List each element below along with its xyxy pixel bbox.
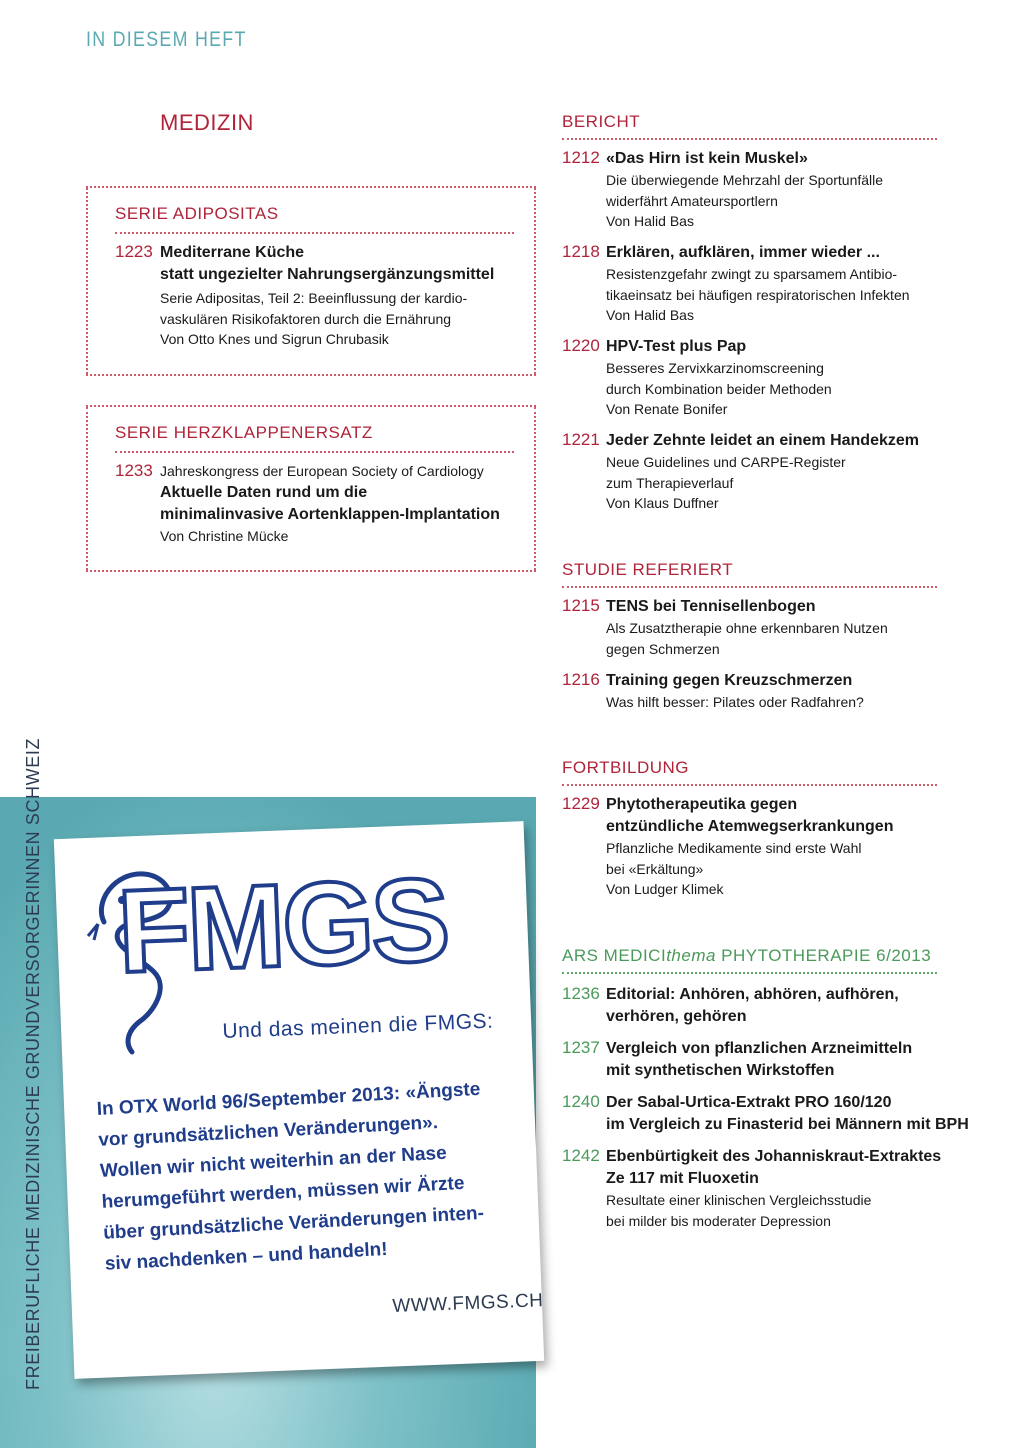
entry-author: Von Halid Bas (606, 213, 694, 229)
divider (562, 586, 937, 588)
entry-title: «Das Hirn ist kein Muskel» (606, 150, 808, 167)
divider (562, 972, 937, 974)
entry-desc: zum Therapieverlauf (606, 474, 734, 491)
entry-title: HPV-Test plus Pap (606, 338, 747, 355)
ad-quote-line: herumgeführt werden, müssen wir Ärzte (101, 1172, 465, 1213)
entry-title: statt ungezielter Nahrungsergänzungsmittel (160, 266, 495, 283)
page-number: 1221 (562, 430, 600, 449)
ad-vertical-text: FREIBERUFLICHE MEDIZINISCHE GRUNDVERSORGERINNEN SCHWEIZ (23, 737, 43, 1390)
section-title-ars-medici-thema (562, 946, 931, 966)
entry-desc: vaskulären Risikofaktoren durch die Ernährung (160, 310, 452, 327)
box-serie-herzklappenersatz (86, 405, 536, 572)
entry-title: verhören, gehören (606, 1008, 747, 1025)
section-title-part: thema (666, 946, 716, 965)
entry-desc: Als Zusatztherapie ohne erkennbaren Nutzen (606, 620, 888, 636)
entry-author: Von Otto Knes und Sigrun Chrubasik (160, 331, 389, 347)
page-number: 1216 (562, 670, 600, 689)
entry-desc: bei milder bis moderater Depression (606, 1212, 831, 1229)
entry-desc: tikaeinsatz bei häufigen respiratorischen Infekten (606, 286, 910, 303)
entry-title: im Vergleich zu Finasterid bei Männern mit BPH (606, 1116, 969, 1133)
ad-quote-line: In OTX World 96/September 2013: «Ängste (96, 1078, 481, 1120)
entry-desc: Besseres Zervixkarzinomscreening (606, 360, 824, 376)
entry-desc: gegen Schmerzen (606, 640, 720, 657)
page-number: 1229 (562, 794, 600, 813)
page-number: 1233 (115, 461, 153, 480)
page-number: 1223 (115, 242, 153, 261)
entry-title: Training gegen Kreuzschmerzen (606, 672, 853, 689)
entry-title: TENS bei Tennisellenbogen (606, 598, 816, 615)
entry-title: Ze 117 mit Fluoxetin (606, 1170, 759, 1187)
section-title-part: PHYTOTHERAPIE 6/2013 (715, 946, 932, 965)
fmgs-logo: FMGS (115, 853, 450, 999)
ad-quote-line: Wollen wir nicht weiterhin an der Nase (99, 1142, 448, 1182)
entry-desc: Serie Adipositas, Teil 2: Beeinflussung der kardio- (160, 290, 468, 306)
page-number: 1237 (562, 1038, 600, 1057)
entry-intro: Jahreskongress der European Society of Cardiology (160, 463, 484, 479)
box-title: SERIE ADIPOSITAS (115, 204, 279, 223)
entry-desc: Die überwiegende Mehrzahl der Sportunfälle (606, 172, 884, 188)
entry-title: Editorial: Anhören, abhören, aufhören, (606, 986, 899, 1003)
ad-quote-line: über grundsätzliche Veränderungen inten- (102, 1202, 485, 1244)
section-title-fortbildung: FORTBILDUNG (562, 758, 690, 777)
page-number: 1220 (562, 336, 600, 355)
section-title-part: ARS MEDICI (562, 946, 667, 965)
entry-title: Jeder Zehnte leidet an einem Handekzem (606, 432, 919, 449)
box-title: SERIE HERZKLAPPENERSATZ (115, 423, 373, 442)
entry-title: Vergleich von pflanzlichen Arzneimitteln (606, 1040, 913, 1057)
entry-author: Von Renate Bonifer (606, 401, 728, 417)
entry-author: Von Halid Bas (606, 307, 694, 323)
divider (115, 232, 514, 234)
entry-title: Aktuelle Daten rund um die (160, 483, 368, 501)
entry-title: Phytotherapeutika gegen (606, 796, 798, 813)
ad-quote-line: siv nachdenken – und handeln! (104, 1238, 389, 1275)
section-title-studie-referiert: STUDIE REFERIERT (562, 560, 734, 579)
box-serie-adipositas (86, 186, 536, 376)
entry-author: Von Klaus Duffner (606, 495, 719, 511)
entry-desc: Pflanzliche Medikamente sind erste Wahl (606, 840, 862, 856)
entry-desc: Neue Guidelines und CARPE-Register (606, 454, 846, 470)
section-title-bericht: BERICHT (562, 112, 641, 131)
entry-desc: Was hilft besser: Pilates oder Radfahren? (606, 694, 864, 710)
page-title: IN DIESEM HEFT (86, 28, 247, 51)
page-number: 1242 (562, 1146, 600, 1165)
entry-author: Von Christine Mücke (160, 527, 289, 544)
entry-desc: widerfährt Amateursportlern (606, 192, 778, 209)
entry-desc: durch Kombination beider Methoden (606, 380, 832, 397)
page-number: 1240 (562, 1092, 600, 1111)
entry-title: Erklären, aufklären, immer wieder ... (606, 244, 880, 261)
divider (562, 784, 937, 786)
entry-title: Ebenbürtigkeit des Johanniskraut-Extraktes (606, 1148, 942, 1165)
ad-quote-line: vor grundsätzlichen Veränderungen». (97, 1112, 439, 1151)
page-number: 1215 (562, 596, 600, 615)
page-number: 1218 (562, 242, 600, 261)
section-heading-medizin: MEDIZIN (160, 110, 254, 135)
page-number: 1212 (562, 148, 600, 167)
entry-author: Von Ludger Klimek (606, 881, 724, 897)
entry-title: Der Sabal-Urtica-Extrakt PRO 160/120 (606, 1094, 892, 1111)
divider (115, 451, 514, 453)
divider (562, 138, 937, 140)
entry-desc: bei «Erkältung» (606, 860, 704, 877)
page-number: 1236 (562, 984, 600, 1003)
entry-title: mit synthetischen Wirkstoffen (606, 1062, 835, 1079)
entry-desc: Resistenzgefahr zwingt zu sparsamem Antibio- (606, 266, 898, 282)
ad-url-link[interactable]: WWW.FMGS.CH (392, 1290, 544, 1317)
entry-desc: Resultate einer klinischen Vergleichsstudie (606, 1192, 872, 1208)
ad-quote (96, 1074, 489, 1280)
entry-title: minimalinvasive Aortenklappen-Implantation (160, 505, 500, 523)
entry-title: Mediterrane Küche (160, 244, 305, 261)
entry-title: entzündliche Atemwegserkrankungen (606, 818, 894, 835)
ad-tagline: Und das meinen die FMGS: (222, 1009, 494, 1043)
